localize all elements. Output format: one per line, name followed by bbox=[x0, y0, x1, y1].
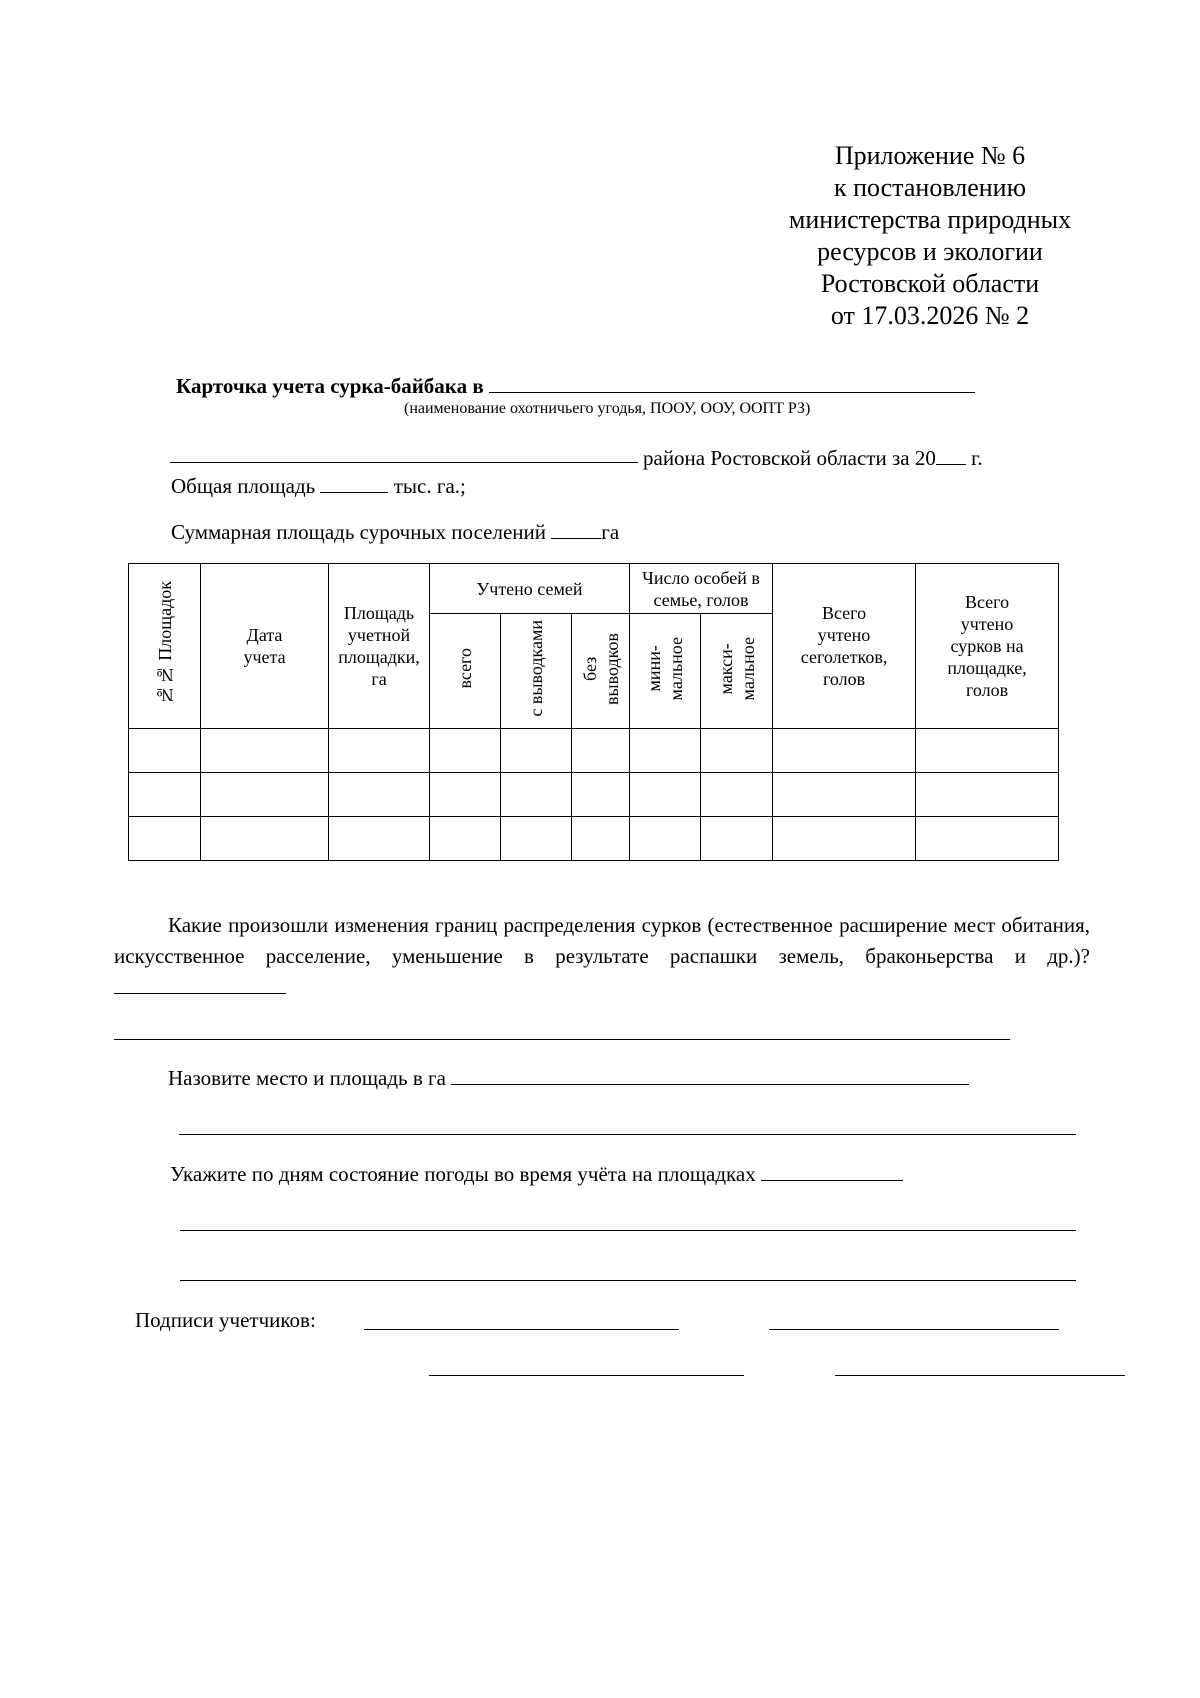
table-row bbox=[129, 729, 1059, 773]
weather-blank[interactable] bbox=[761, 1162, 903, 1181]
place-question bbox=[168, 1066, 969, 1091]
appendix-header bbox=[740, 140, 1120, 332]
district-blank[interactable] bbox=[170, 462, 638, 463]
table-cell[interactable] bbox=[572, 729, 630, 773]
table-cell[interactable] bbox=[329, 817, 430, 861]
table-cell[interactable] bbox=[430, 817, 501, 861]
table-cell[interactable] bbox=[916, 817, 1059, 861]
header-young-line: голов bbox=[822, 669, 866, 689]
table-row bbox=[129, 817, 1059, 861]
table-cell[interactable] bbox=[773, 817, 916, 861]
weather-answer-line[interactable] bbox=[180, 1280, 1076, 1281]
changes-question bbox=[114, 910, 1090, 1003]
settlements-line bbox=[171, 520, 619, 545]
year-suffix: г. bbox=[971, 446, 983, 470]
table-cell[interactable] bbox=[129, 817, 201, 861]
total-area-blank[interactable] bbox=[320, 474, 388, 493]
district-text bbox=[643, 446, 983, 471]
header-area-line: площадки, bbox=[338, 647, 420, 667]
subheader-min-label bbox=[643, 637, 687, 700]
place-question-text: Назовите место и площадь в га bbox=[168, 1066, 446, 1090]
signature-line[interactable] bbox=[769, 1329, 1059, 1330]
weather-answer-line[interactable] bbox=[180, 1230, 1076, 1231]
appendix-line: к постановлению bbox=[833, 173, 1027, 202]
table-cell[interactable] bbox=[916, 729, 1059, 773]
total-area-line bbox=[171, 474, 466, 499]
year-blank[interactable] bbox=[936, 446, 966, 465]
subheader-all bbox=[430, 614, 501, 729]
subheader-max-label bbox=[715, 637, 759, 700]
table-cell[interactable] bbox=[701, 773, 773, 817]
header-area-line: га bbox=[371, 669, 387, 689]
label-part: выводков bbox=[601, 632, 622, 705]
table-cell[interactable] bbox=[572, 773, 630, 817]
header-area bbox=[329, 564, 430, 729]
weather-question bbox=[170, 1162, 903, 1187]
subheader-all-label: всего bbox=[455, 648, 475, 689]
appendix-line: министерства природных bbox=[788, 205, 1072, 234]
subheader-without-young-label bbox=[579, 633, 623, 705]
settlements-unit: га bbox=[601, 520, 620, 544]
hunting-ground-caption: (наименование охотничьего угодья, ПООУ, ООУ, ООПТ РЗ) bbox=[404, 400, 811, 417]
table-cell[interactable] bbox=[630, 729, 701, 773]
subheader-max bbox=[701, 614, 773, 729]
table-cell[interactable] bbox=[701, 817, 773, 861]
changes-answer-line[interactable] bbox=[114, 1039, 1010, 1040]
table-cell[interactable] bbox=[773, 773, 916, 817]
changes-blank[interactable] bbox=[114, 975, 286, 994]
card-title: Карточка учета сурка-байбака в bbox=[176, 374, 484, 398]
signature-line[interactable] bbox=[429, 1375, 744, 1376]
header-young bbox=[773, 564, 916, 729]
settlements-blank[interactable] bbox=[551, 520, 601, 539]
header-area-line: Площадь bbox=[343, 603, 415, 623]
header-date-line: Дата bbox=[246, 625, 283, 645]
label-part: макси- bbox=[715, 642, 736, 695]
total-area-label: Общая площадь bbox=[171, 474, 316, 498]
table-cell[interactable] bbox=[129, 729, 201, 773]
table-cell[interactable] bbox=[329, 773, 430, 817]
table-cell[interactable] bbox=[773, 729, 916, 773]
header-families: Учтено семей bbox=[430, 564, 630, 614]
weather-question-text: Укажите по дням состояние погоды во время учёта на площадках bbox=[170, 1162, 756, 1186]
signature-line[interactable] bbox=[364, 1329, 679, 1330]
total-area-unit: тыс. га.; bbox=[393, 474, 466, 498]
label-part: без bbox=[579, 656, 600, 681]
place-answer-line[interactable] bbox=[179, 1134, 1076, 1135]
changes-question-text: Какие произошли изменения границ распределения сурков (естественное расширение мест обитания, искусственное расселение, уменьшение в результате распашки земель, браконьерства и др.)? bbox=[114, 913, 1090, 968]
table-cell[interactable] bbox=[430, 773, 501, 817]
header-total-line: площадке, bbox=[947, 658, 1027, 678]
table-cell[interactable] bbox=[630, 773, 701, 817]
table-cell[interactable] bbox=[701, 729, 773, 773]
signatures-label: Подписи учетчиков: bbox=[135, 1308, 316, 1332]
table-cell[interactable] bbox=[916, 773, 1059, 817]
appendix-line: Ростовской области bbox=[820, 269, 1040, 298]
appendix-line: ресурсов и экологии bbox=[817, 237, 1043, 266]
appendix-number: Приложение № 6 bbox=[834, 141, 1026, 170]
subheader-with-young bbox=[501, 614, 572, 729]
place-blank[interactable] bbox=[451, 1066, 969, 1085]
subheader-with-young-label: с выводками bbox=[526, 620, 546, 717]
table-cell[interactable] bbox=[501, 817, 572, 861]
count-table bbox=[128, 563, 1059, 861]
table-cell[interactable] bbox=[572, 817, 630, 861]
header-total-line: сурков на bbox=[950, 636, 1024, 656]
header-count bbox=[630, 564, 773, 614]
table-cell[interactable] bbox=[329, 729, 430, 773]
label-part: мини- bbox=[644, 645, 665, 692]
table-cell[interactable] bbox=[201, 817, 329, 861]
header-plots bbox=[129, 564, 201, 729]
header-total-line: Всего bbox=[964, 592, 1010, 612]
table-cell[interactable] bbox=[630, 817, 701, 861]
signature-line[interactable] bbox=[835, 1375, 1125, 1376]
table-row bbox=[129, 773, 1059, 817]
header-total-line: учтено bbox=[960, 614, 1014, 634]
header-count-line: Число особей в bbox=[642, 567, 760, 588]
header-young-line: сеголетков, bbox=[800, 647, 888, 667]
settlements-label: Суммарная площадь сурочных поселений bbox=[171, 520, 546, 544]
header-plots-label: №№ Площадок bbox=[154, 581, 175, 706]
header-count-line: семье, голов bbox=[653, 589, 749, 610]
header-young-line: Всего bbox=[821, 603, 867, 623]
header-total bbox=[916, 564, 1059, 729]
district-label: района Ростовской области за 20 bbox=[643, 446, 936, 470]
table-cell[interactable] bbox=[501, 729, 572, 773]
table-cell[interactable] bbox=[129, 773, 201, 817]
label-part: мальное bbox=[666, 636, 687, 701]
subheader-without-young bbox=[572, 614, 630, 729]
header-date bbox=[201, 564, 329, 729]
card-title-line bbox=[176, 374, 975, 399]
table-cell[interactable] bbox=[201, 773, 329, 817]
header-young-line: учтено bbox=[817, 625, 871, 645]
table-cell[interactable] bbox=[430, 729, 501, 773]
header-area-line: учетной bbox=[347, 625, 411, 645]
appendix-date: от 17.03.2026 № 2 bbox=[830, 301, 1030, 330]
subheader-min bbox=[630, 614, 701, 729]
table-cell[interactable] bbox=[501, 773, 572, 817]
header-total-line: голов bbox=[965, 680, 1009, 700]
header-date-line: учета bbox=[243, 647, 286, 667]
hunting-ground-blank[interactable] bbox=[489, 374, 975, 393]
label-part: мальное bbox=[737, 636, 758, 701]
table-cell[interactable] bbox=[201, 729, 329, 773]
